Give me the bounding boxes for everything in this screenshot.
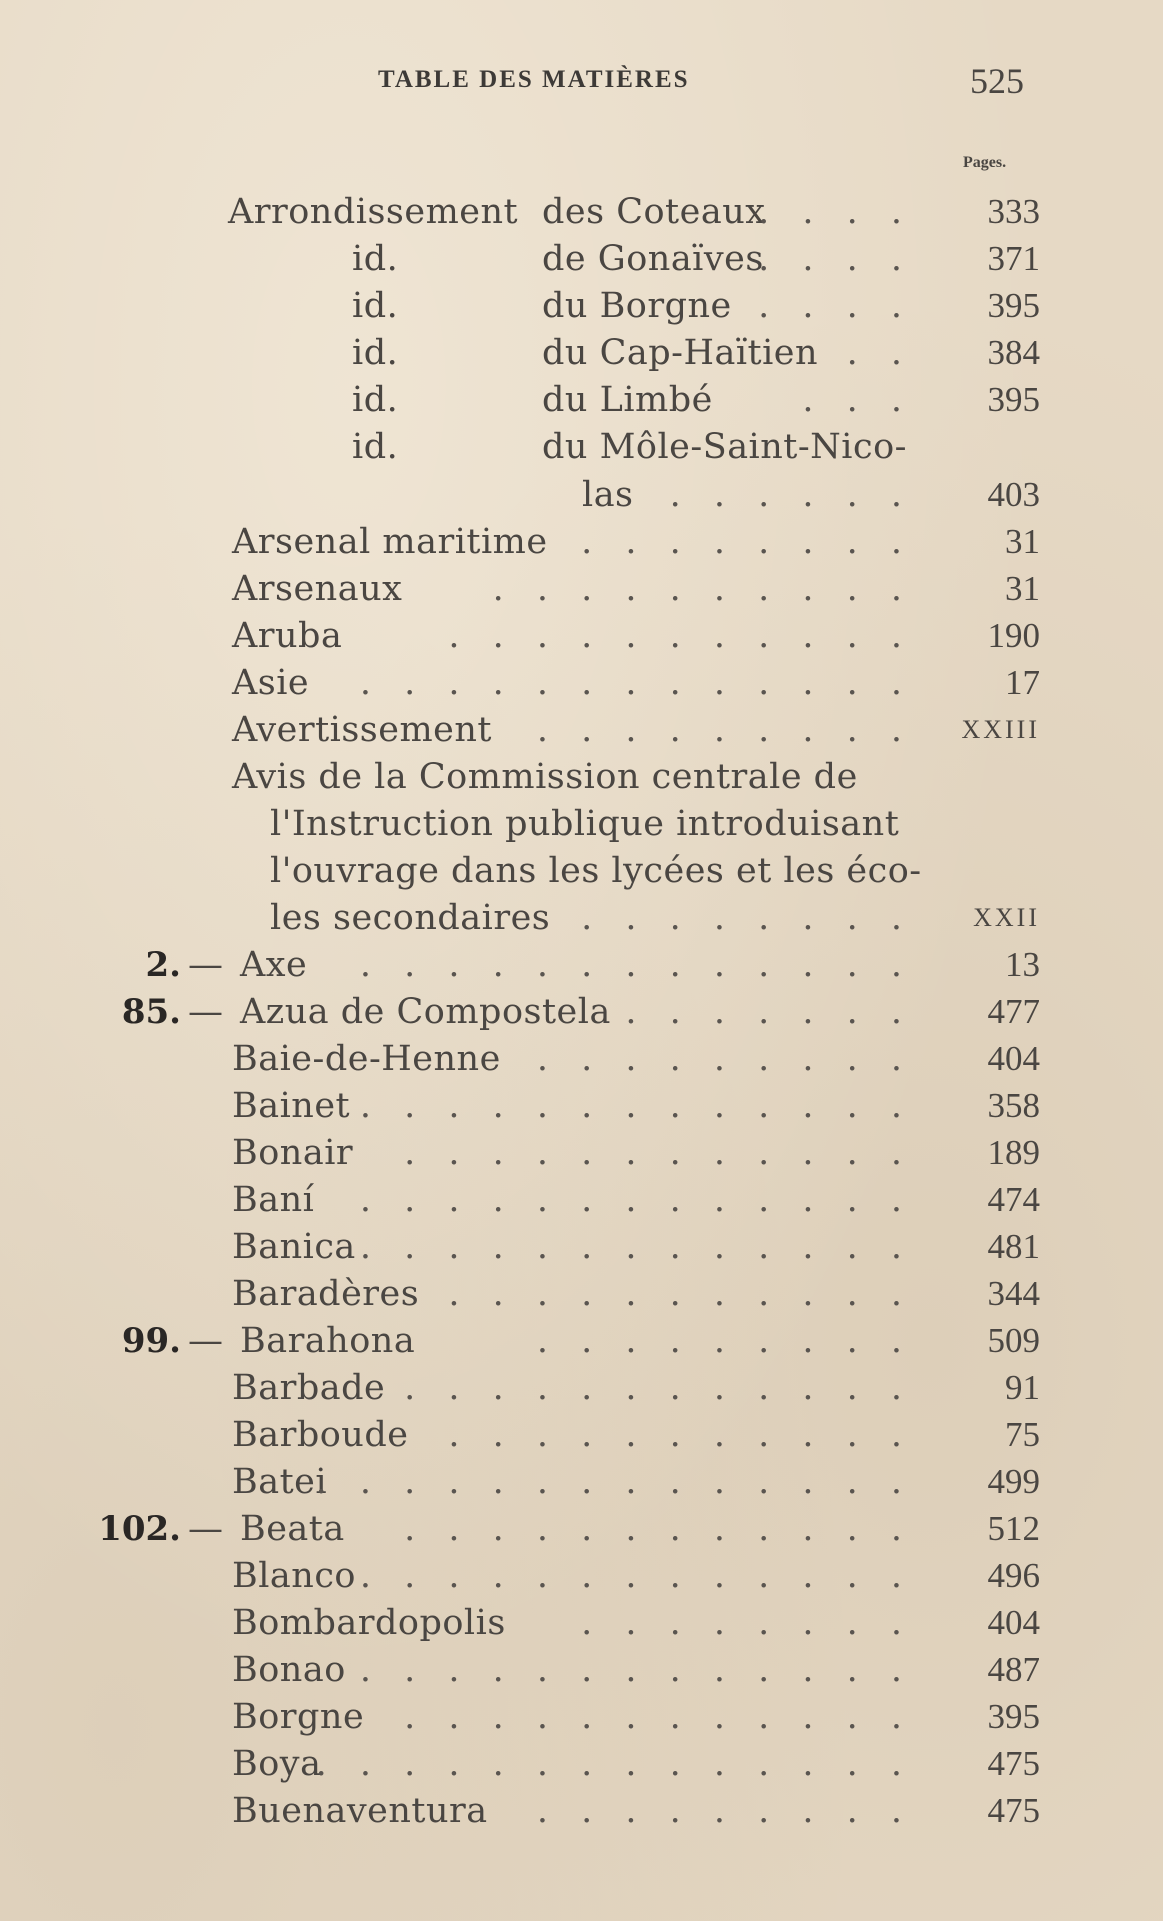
toc-entry xyxy=(0,990,1163,1034)
toc-entry xyxy=(0,661,1163,705)
toc-entry xyxy=(0,237,1163,281)
toc-entry xyxy=(0,473,1163,517)
entry-label: Baie-de-Henne xyxy=(232,1039,501,1079)
toc-entry xyxy=(0,802,1163,846)
toc-entry xyxy=(0,1413,1163,1457)
entry-page-number: 395 xyxy=(987,286,1040,325)
toc-entry xyxy=(0,1742,1163,1786)
entry-label: Aruba xyxy=(232,616,343,656)
entry-page-number: 474 xyxy=(987,1180,1040,1219)
entry-label: Arrondissement xyxy=(228,192,519,232)
toc-entry xyxy=(0,1366,1163,1410)
toc-entry xyxy=(0,425,1163,469)
dot-leader: . . . . xyxy=(758,286,913,326)
toc-entry xyxy=(0,520,1163,564)
toc-entry xyxy=(0,1131,1163,1175)
toc-entry xyxy=(0,1225,1163,1269)
entry-label: Bonao xyxy=(232,1650,346,1690)
toc-entry xyxy=(0,1601,1163,1645)
entry-page-number: 509 xyxy=(987,1321,1040,1360)
dot-leader: . . . . . . . . . . . xyxy=(448,1415,913,1455)
toc-entry xyxy=(0,1789,1163,1833)
entry-page-number: 475 xyxy=(987,1744,1040,1783)
entry-label: Barboude xyxy=(232,1415,409,1455)
toc-entry xyxy=(0,1460,1163,1504)
running-header-page-number: 525 xyxy=(970,61,1024,101)
dot-leader: . . . . . . . . . xyxy=(536,710,913,750)
dot-leader: . . . . . . . . . . . . xyxy=(404,1697,913,1737)
entry-label: Barbade xyxy=(232,1368,386,1408)
entry-page-number: 487 xyxy=(987,1650,1040,1689)
entry-number: 99. xyxy=(121,1321,181,1361)
entry-sublabel: du Cap-Haïtien xyxy=(542,333,819,373)
dot-leader: . . . . . . . . . . . xyxy=(448,1274,913,1314)
entry-label: Baní xyxy=(232,1180,315,1220)
dot-leader: . . . . . . . . xyxy=(581,1603,913,1643)
entry-label: Arsenaux xyxy=(232,569,403,609)
entry-number: 2. xyxy=(145,945,181,985)
entry-sublabel: des Coteaux xyxy=(542,192,766,232)
entry-label: Axe xyxy=(240,945,308,985)
toc-entry xyxy=(0,331,1163,375)
entry-label: l'Instruction publique introduisant xyxy=(270,804,900,844)
dot-leader: . . . . . . . . . xyxy=(536,1039,913,1079)
dot-leader: . . . . xyxy=(758,192,913,232)
entry-sublabel: du Limbé xyxy=(542,380,713,420)
dot-leader: . . . . . . . . . . . . xyxy=(404,1133,913,1173)
dot-leader: . . . . . . . . xyxy=(581,522,913,562)
toc-entry xyxy=(0,755,1163,799)
entry-sublabel: du Môle-Saint-Nico- xyxy=(542,427,908,467)
dot-leader: . . . . . . . . . . . . . xyxy=(359,1556,913,1596)
entry-page-number: 189 xyxy=(987,1133,1040,1172)
entry-page-number: 475 xyxy=(987,1791,1040,1830)
dot-leader: . . . . . . . . . . . . xyxy=(404,1368,913,1408)
entry-page-number: 17 xyxy=(1005,663,1040,702)
entry-dash: — xyxy=(188,1509,223,1549)
entry-number: 102. xyxy=(98,1509,181,1549)
entry-label: Azua de Compostela xyxy=(240,992,611,1032)
entry-label: Blanco xyxy=(232,1556,356,1596)
entry-label: Arsenal maritime xyxy=(232,522,548,562)
toc-entry xyxy=(0,943,1163,987)
entry-label: id. xyxy=(352,286,399,326)
entry-page-number: 371 xyxy=(987,239,1040,278)
entry-label: les secondaires xyxy=(270,898,551,938)
entry-dash: — xyxy=(188,945,223,985)
dot-leader: . . . . . . . xyxy=(625,992,913,1032)
entry-page-number: XXII xyxy=(973,903,1040,932)
toc-entry xyxy=(0,1507,1163,1551)
dot-leader: . . . . . . . . xyxy=(581,898,913,938)
entry-label: id. xyxy=(352,333,399,373)
entry-label: Barahona xyxy=(240,1321,416,1361)
entry-label: id. xyxy=(352,427,399,467)
entry-page-number: 358 xyxy=(987,1086,1040,1125)
toc-entry xyxy=(0,1037,1163,1081)
entry-sublabel: du Borgne xyxy=(542,286,732,326)
toc-entry xyxy=(0,1272,1163,1316)
entry-label: Avis de la Commission centrale de xyxy=(232,757,858,797)
dot-leader: . . . . . . . . . xyxy=(536,1321,913,1361)
entry-label: Bombardopolis xyxy=(232,1603,506,1643)
dot-leader: . . . . . . . . . . . . xyxy=(404,1509,913,1549)
entry-label: Buenaventura xyxy=(232,1791,488,1831)
toc-entry xyxy=(0,1178,1163,1222)
entry-page-number: 499 xyxy=(987,1462,1040,1501)
entry-label: las xyxy=(582,475,634,515)
entry-label: Beata xyxy=(240,1509,345,1549)
dot-leader: . . . . . . . . . xyxy=(536,1791,913,1831)
entry-label: Batei xyxy=(232,1462,328,1502)
entry-dash: — xyxy=(188,992,223,1032)
entry-page-number: 512 xyxy=(987,1509,1040,1548)
entry-label: l'ouvrage dans les lycées et les éco- xyxy=(270,851,922,891)
toc-entry xyxy=(0,1084,1163,1128)
dot-leader: . . . . . . . . . . . . . xyxy=(359,1086,913,1126)
entry-page-number: 333 xyxy=(987,192,1040,231)
entry-page-number: 404 xyxy=(987,1603,1040,1642)
entry-page-number: 403 xyxy=(987,475,1040,514)
toc-entry xyxy=(0,1319,1163,1363)
dot-leader: . . xyxy=(846,333,913,373)
entry-page-number: 395 xyxy=(987,1697,1040,1736)
dot-leader: . . . . . . xyxy=(669,475,913,515)
entry-page-number: 75 xyxy=(1005,1415,1040,1454)
entry-page-number: 344 xyxy=(987,1274,1040,1313)
toc-entry xyxy=(0,896,1163,940)
entry-label: id. xyxy=(352,239,399,279)
pages-column-label: Pages. xyxy=(963,154,1007,171)
entry-label: Bainet xyxy=(232,1086,351,1126)
entry-page-number: 91 xyxy=(1005,1368,1040,1407)
toc-entry xyxy=(0,1648,1163,1692)
entry-page-number: 384 xyxy=(987,333,1040,372)
entry-number: 85. xyxy=(121,992,181,1032)
entry-label: Baradères xyxy=(232,1274,420,1314)
running-header-title: TABLE DES MATIÈRES xyxy=(378,66,690,93)
toc-entry xyxy=(0,1695,1163,1739)
entry-page-number: 477 xyxy=(987,992,1040,1031)
entry-page-number: 13 xyxy=(1005,945,1040,984)
dot-leader: . . . . . . . . . . . . . xyxy=(359,1650,913,1690)
entry-page-number: 31 xyxy=(1005,569,1040,608)
entry-label: Asie xyxy=(232,663,310,703)
entry-label: Banica xyxy=(232,1227,356,1267)
entry-page-number: 395 xyxy=(987,380,1040,419)
toc-entry xyxy=(0,849,1163,893)
entry-label: Bonair xyxy=(232,1133,354,1173)
entry-label: Boya xyxy=(232,1744,322,1784)
toc-entry xyxy=(0,614,1163,658)
dot-leader: . . . . . . . . . . . . . . xyxy=(315,1462,913,1502)
dot-leader: . . . . . . . . . . . . . xyxy=(359,945,913,985)
entry-dash: — xyxy=(188,1321,223,1361)
entry-page-number: 496 xyxy=(987,1556,1040,1595)
dot-leader: . . . . . . . . . . . xyxy=(448,616,913,656)
toc-entry xyxy=(0,378,1163,422)
entry-page-number: 190 xyxy=(987,616,1040,655)
toc-entry xyxy=(0,1554,1163,1598)
entry-page-number: 404 xyxy=(987,1039,1040,1078)
toc-entry xyxy=(0,567,1163,611)
entry-sublabel: de Gonaïves xyxy=(542,239,764,279)
entry-page-number: 481 xyxy=(987,1227,1040,1266)
entry-page-number: 31 xyxy=(1005,522,1040,561)
dot-leader: . . . . . . . . . . . . . xyxy=(359,1180,913,1220)
entry-label: id. xyxy=(352,380,399,420)
toc-entry xyxy=(0,284,1163,328)
dot-leader: . . . xyxy=(802,380,913,420)
dot-leader: . . . . . . . . . . . . . . xyxy=(315,1744,913,1784)
entry-label: Borgne xyxy=(232,1697,365,1737)
dot-leader: . . . . xyxy=(758,239,913,279)
dot-leader: . . . . . . . . . . . . . xyxy=(359,663,913,703)
entry-label: Avertissement xyxy=(232,710,492,750)
dot-leader: . . . . . . . . . . xyxy=(492,569,913,609)
entry-page-number: XXIII xyxy=(961,715,1040,744)
toc-entry xyxy=(0,708,1163,752)
dot-leader: . . . . . . . . . . . . . xyxy=(359,1227,913,1267)
toc-entry xyxy=(0,190,1163,234)
